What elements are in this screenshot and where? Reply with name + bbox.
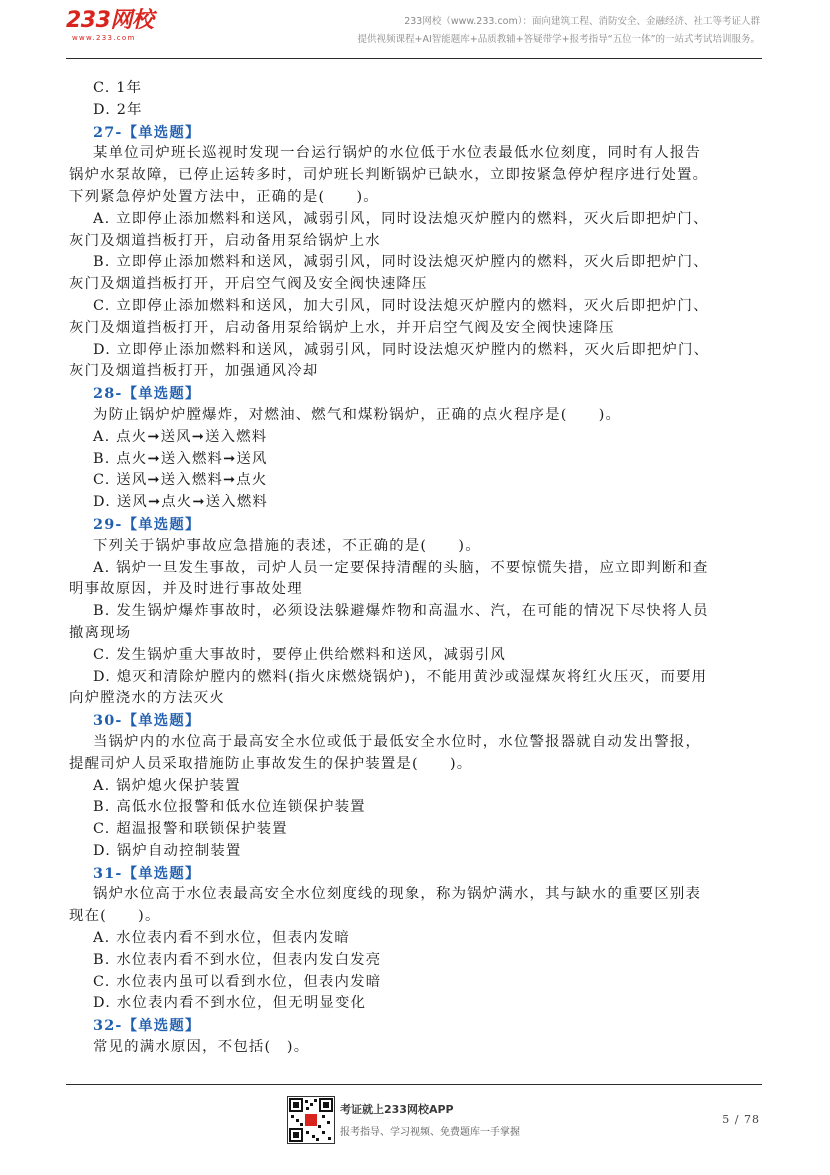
text-line: C. 超温报警和联锁保护装置 <box>93 821 288 838</box>
text-line: 为防止锅炉炉膛爆炸，对燃油、燃气和煤粉锅炉，正确的点火程序是( )。 <box>93 406 622 423</box>
text-line: C. 送风➞送入燃料➞点火 <box>93 472 268 489</box>
text-line: C. 发生锅炉重大事故时，要停止供给燃料和送风，减弱引风 <box>93 646 507 663</box>
text-line: A. 点火➞送风➞送入燃料 <box>93 428 268 445</box>
header-divider <box>66 58 762 59</box>
header-info-line-2: 提供视频课程+AI智能题库+品质教辅+答疑带学+报考指导“五位一体”的一站式考试培训服务。 <box>357 34 760 45</box>
text-line: A. 立即停止添加燃料和送风，减弱引风，同时设法熄灭炉膛内的燃料，灭火后即把炉门、 <box>93 210 709 227</box>
logo-url: www.233.com <box>72 34 136 42</box>
text-line: 现在( )。 <box>69 908 161 925</box>
question-header: 31-【单选题】 <box>93 864 201 882</box>
text-line: 锅炉水泵故障，已停止运转多时，司炉班长判断锅炉已缺水，立即按紧急停炉程序进行处置。 <box>69 167 709 184</box>
question-header: 30-【单选题】 <box>93 712 201 730</box>
text-line: C. 1年 <box>93 80 143 96</box>
header-info-line-1: 233网校（www.233.com）：面向建筑工程、消防安全、金融经济、社工等考证人群 <box>404 16 760 27</box>
text-line: 撤离现场 <box>69 624 132 641</box>
text-line: A. 锅炉熄火保护装置 <box>93 777 241 794</box>
text-line: D. 2年 <box>93 101 143 118</box>
text-line: C. 立即停止添加燃料和送风，加大引风，同时设法熄灭炉膛内的燃料，灭火后即把炉门、 <box>93 297 709 314</box>
text-line: B. 发生锅炉爆炸事故时，必须设法躲避爆炸物和高温水、汽，在可能的情况下尽快将人员 <box>93 603 709 620</box>
text-line: 灰门及烟道挡板打开，加强通风冷却 <box>69 363 319 380</box>
text-line: 灰门及烟道挡板打开，启动备用泵给锅炉上水 <box>69 232 381 249</box>
text-line: D. 锅炉自动控制装置 <box>93 842 242 859</box>
page-number: 5 / 78 <box>722 1113 760 1126</box>
text-line: 向炉膛浇水的方法灭火 <box>69 690 225 707</box>
text-line: 下列紧急停炉处置方法中，正确的是( )。 <box>69 188 379 205</box>
question-header: 32-【单选题】 <box>93 1017 201 1035</box>
text-line: D. 送风➞点火➞送入燃料 <box>93 494 269 511</box>
text-line: 某单位司炉班长巡视时发现一台运行锅炉的水位低于水位表最低水位刻度，同时有人报告 <box>93 145 702 162</box>
header-info <box>358 13 761 49</box>
text-line: 灰门及烟道挡板打开，开启空气阀及安全阀快速降压 <box>69 276 428 293</box>
text-line: B. 高低水位报警和低水位连锁保护装置 <box>93 799 366 816</box>
question-header: 28-【单选题】 <box>93 385 201 403</box>
brand-logo <box>66 8 176 48</box>
text-line: 提醒司炉人员采取措施防止事故发生的保护装置是( )。 <box>69 755 473 772</box>
text-line: 灰门及烟道挡板打开，启动备用泵给锅炉上水，并开启空气阀及安全阀快速降压 <box>69 319 615 336</box>
text-line: B. 立即停止添加燃料和送风，减弱引风，同时设法熄灭炉膛内的燃料，灭火后即把炉门、 <box>93 254 709 271</box>
document-body <box>69 78 769 1059</box>
text-line: 下列关于锅炉事故应急措施的表述，不正确的是( )。 <box>93 537 481 554</box>
question-header: 29-【单选题】 <box>93 515 201 533</box>
app-promo-title: 考证就上233网校APP <box>340 1103 454 1116</box>
text-line: 明事故原因，并及时进行事故处理 <box>69 581 303 598</box>
text-line: A. 水位表内看不到水位，但表内发暗 <box>93 930 351 947</box>
logo-text: 233网校 <box>66 8 154 33</box>
qr-code-icon <box>287 1096 335 1144</box>
text-line: 当锅炉内的水位高于最高安全水位或低于最低安全水位时，水位警报器就自动发出警报， <box>93 733 702 750</box>
text-line: A. 锅炉一旦发生事故，司炉人员一定要保持清醒的头脑，不要惊慌失措，应立即判断和查 <box>93 559 709 576</box>
text-line: 锅炉水位高于水位表最高安全水位刻度线的现象，称为锅炉满水，其与缺水的重要区别表 <box>93 886 702 903</box>
footer-divider <box>66 1084 762 1085</box>
text-line: D. 立即停止添加燃料和送风，减弱引风，同时设法熄灭炉膛内的燃料，灭火后即把炉门、 <box>93 341 710 358</box>
text-line: B. 点火➞送入燃料➞送风 <box>93 450 268 467</box>
text-line: D. 水位表内看不到水位，但无明显变化 <box>93 995 367 1012</box>
text-line: D. 熄灭和清除炉膛内的燃料(指火床燃烧锅炉)，不能用黄沙或湿煤灰将红火压灭，而要用 <box>93 668 708 685</box>
qr-code-graphic <box>288 1097 334 1143</box>
question-header: 27-【单选题】 <box>93 123 201 141</box>
text-line: B. 水位表内看不到水位，但表内发白发亮 <box>93 951 382 968</box>
text-line: C. 水位表内虽可以看到水位，但表内发暗 <box>93 973 382 990</box>
text-line: 常见的满水原因，不包括( )。 <box>93 1039 310 1056</box>
page-header <box>0 0 830 62</box>
app-promo-subtitle: 报考指导、学习视频、免费题库一手掌握 <box>340 1127 520 1138</box>
